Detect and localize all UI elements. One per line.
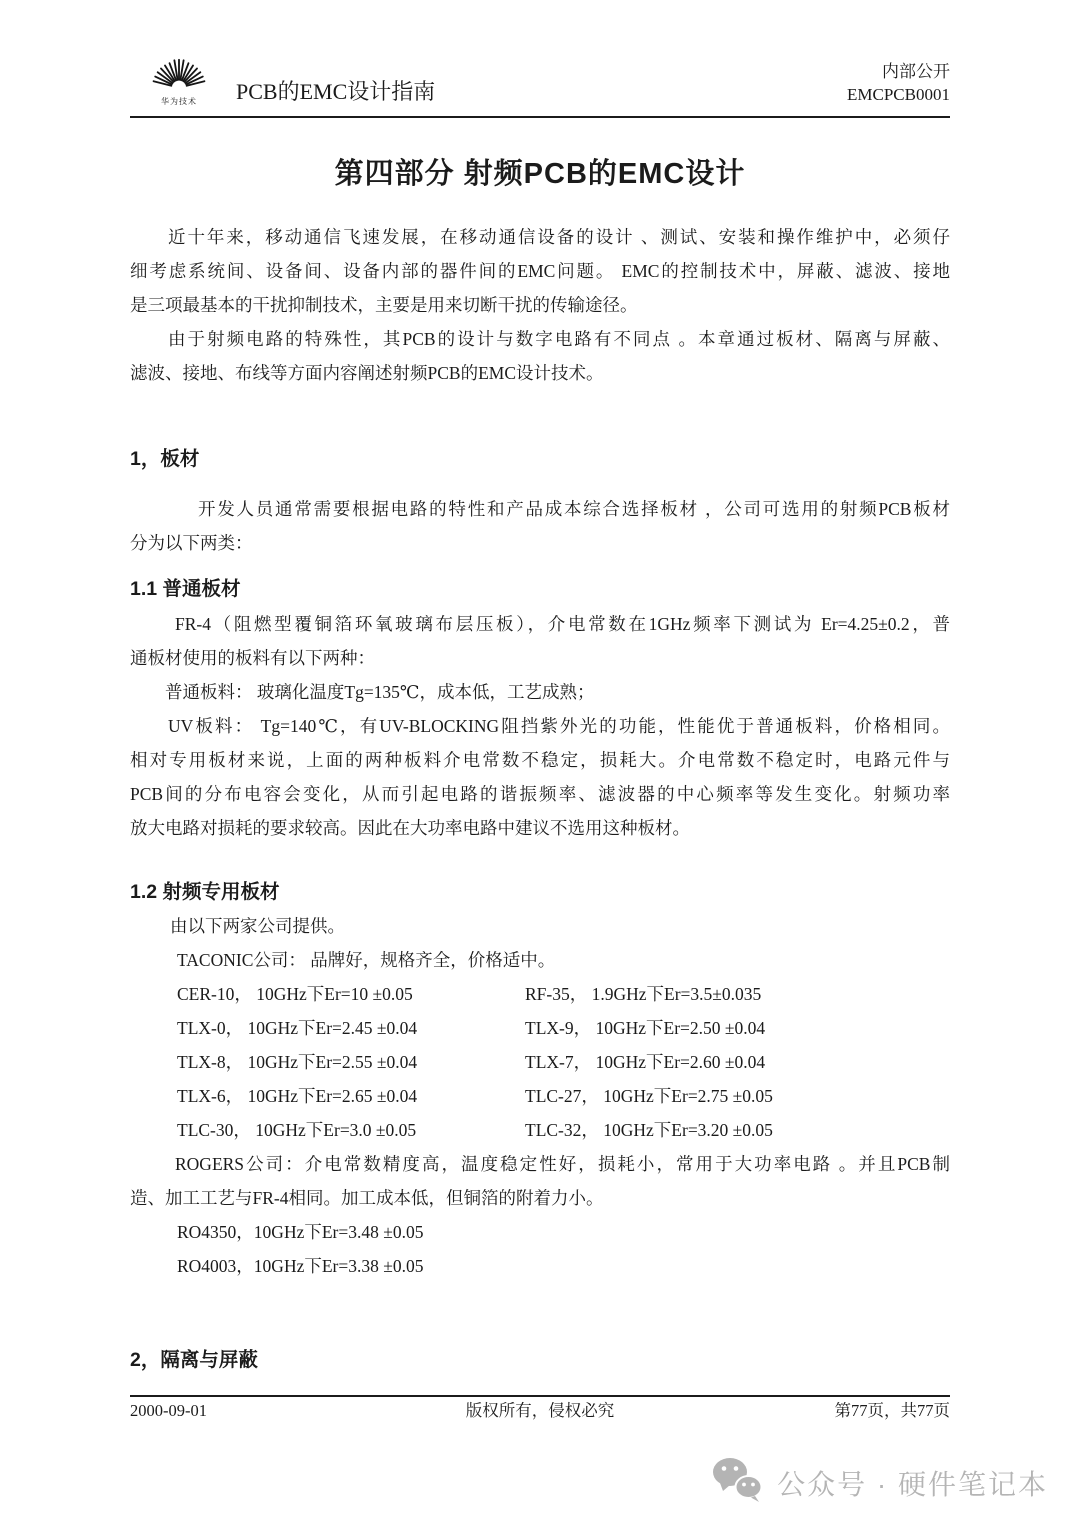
watermark (710, 1455, 1048, 1510)
section-1-intro (130, 492, 950, 560)
header-left (152, 52, 435, 106)
material-spec: TLX-6， 10GHz下Er=2.65 ±0.04 (177, 1086, 418, 1106)
paragraph-line: 由于射频电路的特殊性，其PCB的设计与数字电路有不同点 。本章通过板材、隔离与屏蔽、 (168, 329, 950, 349)
footer-page-info: 第77页，共77页 (834, 1401, 950, 1420)
paragraph-line: 相对专用板材来说，上面的两种板料介电常数不稳定，损耗大。介电常数不稳定时，电路元件与 (130, 750, 950, 770)
paragraph-line: 放大电路对损耗的要求较高。因此在大功率电路中建议不选用这种板材。 (130, 818, 690, 838)
paragraph-line: 细考虑系统间、设备间、设备内部的器件间的EMC问题。 EMC的控制技术中，屏蔽、滤波、接地 (130, 261, 950, 281)
huawei-fan-icon (152, 52, 206, 97)
paragraph-line: 造、加工工艺与FR-4相同。加工成本低，但铜箔的附着力小。 (130, 1188, 604, 1208)
paragraph-line: 分为以下两类： (130, 533, 253, 553)
material-spec: RO4003，10GHz下Er=3.38 ±0.05 (177, 1256, 424, 1276)
logo-caption: 华为技术 (161, 97, 197, 106)
watermark-label: 公众号 · 硬件笔记本 (777, 1468, 1048, 1500)
section-1-1-heading: 1.1 普通板材 (130, 578, 241, 600)
page-title: 第四部分 射频PCB的EMC设计 (334, 158, 746, 190)
section-1-2-heading: 1.2 射频专用板材 (130, 881, 280, 903)
intro-section (130, 220, 950, 390)
material-spec: TLC-27， 10GHz下Er=2.75 ±0.05 (525, 1086, 773, 1106)
paragraph-line: 通板材使用的板料有以下两种： (130, 648, 375, 668)
paragraph-line: ROGERS公司：介电常数精度高，温度稳定性好，损耗小，常用于大功率电路 。并且PCB制 (175, 1154, 950, 1174)
paragraph-line: UV板料： Tg=140℃，有UV-BLOCKING阻挡紫外光的功能，性能优于普通板料，价格相同。 (168, 716, 950, 736)
page-footer (0, 1397, 1080, 1422)
material-spec: TLX-7， 10GHz下Er=2.60 ±0.04 (525, 1052, 766, 1072)
material-spec: CER-10， 10GHz下Er=10 ±0.05 (177, 984, 413, 1004)
paragraph-line: PCB间的分布电容会变化，从而引起电路的谐振频率、滤波器的中心频率等发生变化。射频功率 (130, 784, 950, 804)
material-spec: TLC-32， 10GHz下Er=3.20 ±0.05 (525, 1120, 773, 1140)
paragraph-line: 由以下两家公司提供。 (170, 916, 345, 936)
paragraph-line: 开发人员通常需要根据电路的特性和产品成本综合选择板材 ，公司可选用的射频PCB板材 (198, 499, 950, 519)
paragraph-line: 滤波、接地、布线等方面内容阐述射频PCB的EMC设计技术。 (130, 363, 604, 383)
material-spec: RO4350，10GHz下Er=3.48 ±0.05 (177, 1222, 424, 1242)
material-spec: TLC-30， 10GHz下Er=3.0 ±0.05 (177, 1120, 417, 1140)
document-body (0, 154, 1080, 1373)
section-1-2-body (130, 909, 950, 1283)
paragraph-line: 是三项最基本的干扰抑制技术，主要是用来切断干扰的传输途径。 (130, 295, 638, 315)
material-spec: TLX-8， 10GHz下Er=2.55 ±0.04 (177, 1052, 418, 1072)
doc-title: PCB的EMC设计指南 (236, 79, 436, 104)
paragraph-line: TACONIC公司： 品牌好，规格齐全，价格适中。 (177, 950, 556, 970)
material-row (130, 977, 950, 1011)
huawei-logo (152, 52, 206, 106)
header-rule (130, 116, 950, 118)
paragraph-line: FR-4（阻燃型覆铜箔环氧玻璃布层压板），介电常数在1GHz频率下测试为 Er=4.25±0.2，普 (175, 614, 950, 634)
material-row (130, 1079, 950, 1113)
material-spec: RF-35， 1.9GHz下Er=3.5±0.035 (525, 984, 762, 1004)
section-1-heading: 1，板材 (130, 448, 200, 470)
section-1-1-body (130, 607, 950, 845)
material-spec: TLX-0， 10GHz下Er=2.45 ±0.04 (177, 1018, 418, 1038)
paragraph-line: 近十年来，移动通信飞速发展，在移动通信设备的设计 、测试、安装和操作维护中，必须仔 (168, 227, 950, 247)
page-header (0, 0, 1080, 112)
material-row (130, 1011, 950, 1045)
header-right (847, 60, 950, 106)
material-row (130, 1045, 950, 1079)
material-spec: TLX-9， 10GHz下Er=2.50 ±0.04 (525, 1018, 766, 1038)
classification-label: 内部公开 (882, 62, 950, 81)
paragraph-line: 普通板料： 玻璃化温度Tg=135℃，成本低，工艺成熟； (165, 682, 595, 702)
footer-date: 2000-09-01 (130, 1401, 207, 1420)
wechat-icon (710, 1455, 764, 1510)
doc-number: EMCPCB0001 (847, 85, 950, 104)
footer-copyright: 版权所有，侵权必究 (465, 1401, 615, 1420)
material-row (130, 1113, 950, 1147)
section-2-heading: 2，隔离与屏蔽 (130, 1349, 258, 1371)
